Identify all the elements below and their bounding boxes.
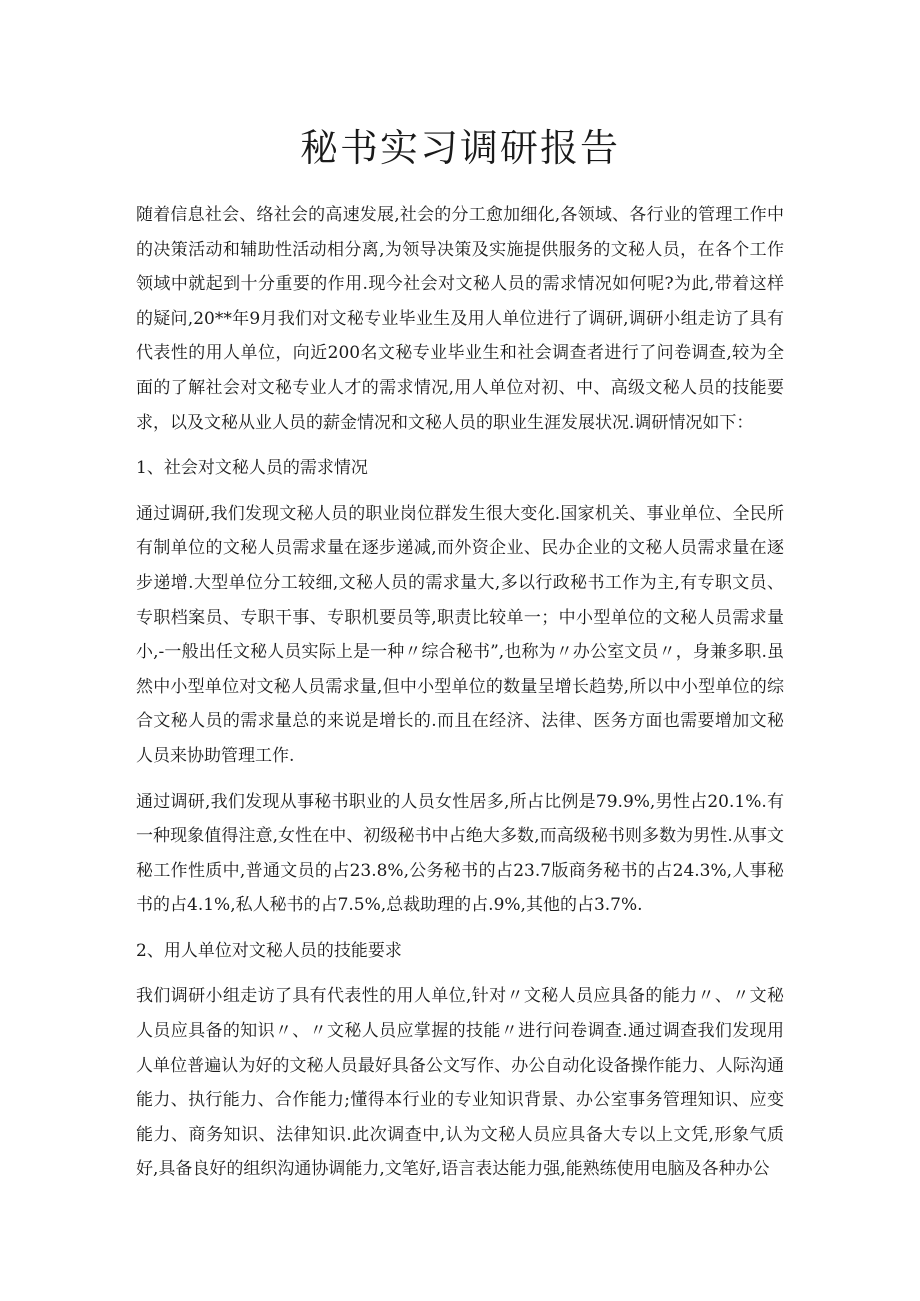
intro-paragraph: 随着信息社会、络社会的高速发展,社会的分工愈加细化,各领域、各行业的管理工作中的决策活动和辅助性活动相分离,为领导决策及实施提供服务的文秘人员，在各个工作领域中就起到十分重要的作用.现今社会对文秘人员的需求情况如何呢?为此,带着这样的疑问,20**年9月我们对文秘专业毕业生及用人单位进行了调研,调研小组走访了具有代表性的用人单位，向近200名文秘专业毕业生和社会调查者进行了问卷调查,较为全面的了解社会对文秘专业人才的需求情况,用人单位对初、中、高级文秘人员的技能要求，以及文秘从业人员的薪金情况和文秘人员的职业生涯发展状况.调研情况如下： (136, 205, 784, 433)
section-heading-skills: 2、用人单位对文秘人员的技能要求 (136, 940, 402, 961)
skills-paragraph: 我们调研小组走访了具有代表性的用人单位,针对〃文秘人员应具备的能力〃、〃文秘人员应具备的知识〃、〃文秘人员应掌握的技能〃进行问卷调查.通过调查我们发现用人单位普遍认为好的文秘人员最好具备公文写作、办公自动化设备操作能力、人际沟通能力、执行能力、合作能力;懂得本行业的专业知识背景、办公室事务管理知识、应变能力、商务知识、法律知识.此次调查中,认为文秘人员应具备大专以上文凭,形象气质好,具备良好的组织沟通协调能力,文笔好,语言表达能力强,能熟练使用电脑及各种办公 (136, 986, 784, 1180)
document-title: 秘书实习调研报告 (299, 126, 620, 170)
section-heading-demand: 1、社会对文秘人员的需求情况 (136, 458, 368, 479)
document-body (136, 198, 784, 1198)
demand-paragraph: 通过调研,我们发现文秘人员的职业岗位群发生很大变化.国家机关、事业单位、全民所有制单位的文秘人员需求量在逐步递减,而外资企业、民办企业的文秘人员需求量在逐步递增.大型单位分工较细,文秘人员的需求量大,多以行政秘书工作为主,有专职文员、专职档案员、专职干事、专职机要员等,职责比较单一；中小型单位的文秘人员需求量小,-一般出任文秘人员实际上是一种〃综合秘书”,也称为〃办公室文员〃，身兼多职.虽然中小型单位对文秘人员需求量,但中小型单位的数量呈增长趋势,所以中小型单位的综合文秘人员的需求量总的来说是增长的.而且在经济、法律、医务方面也需要增加文秘人员来协助管理工作. (136, 503, 784, 766)
gender-ratio-paragraph: 通过调研,我们发现从事秘书职业的人员女性居多,所占比例是79.9%,男性占20.1%.有一种现象值得注意,女性在中、初级秘书中占绝大多数,而高级秘书则多数为男性.从事文秘工作性质中,普通文员的占23.8%,公务秘书的占23.7版商务秘书的占24.3%,人事秘书的占4.1%,私人秘书的占7.5%,总裁助理的占.9%,其他的占3.7%. (136, 791, 784, 916)
